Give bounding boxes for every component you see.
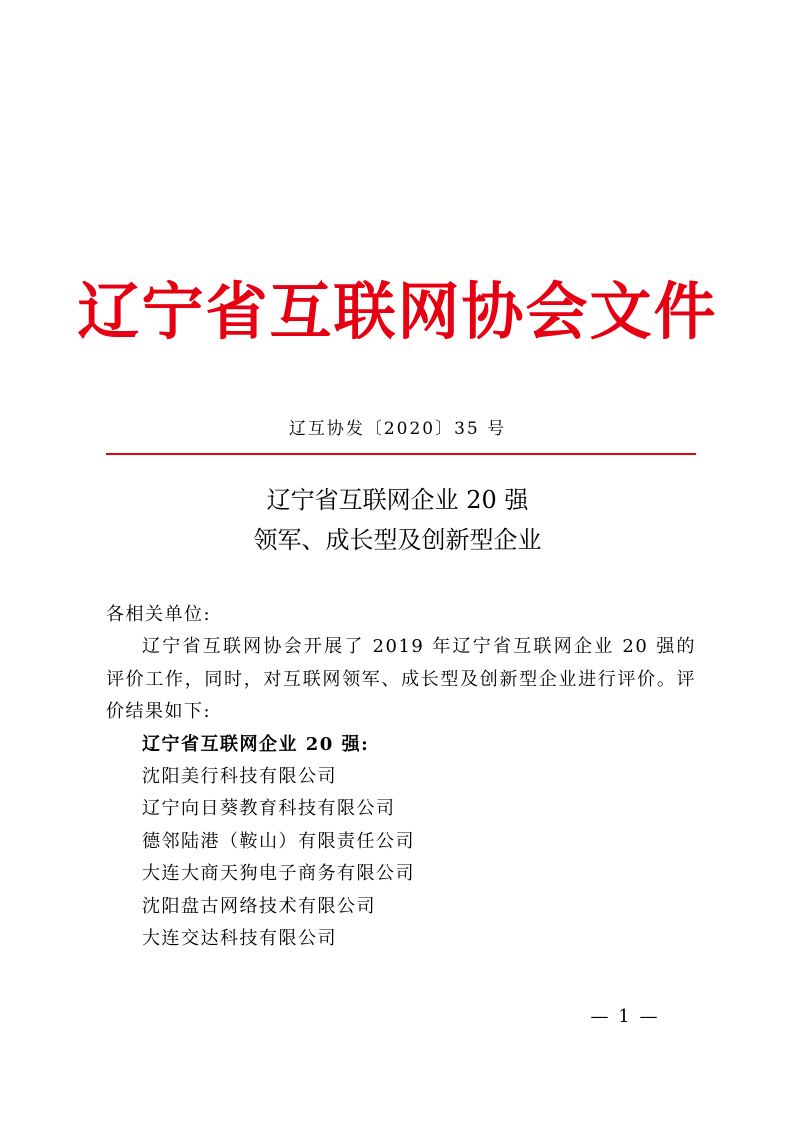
document-title-line-1: 辽宁省互联网企业 20 强 [266,486,529,514]
document-body [106,599,696,955]
list-item: 沈阳盘古网络技术有限公司 [142,895,376,917]
document-title-line-2: 领军、成长型及创新型企业 [253,526,542,554]
body-paragraph: 辽宁省互联网协会开展了 2019 年辽宁省互联网企业 20 强的评价工作，同时，对互联网领军、成长型及创新型企业进行评价。评价结果如下: [106,636,696,723]
list-item: 大连交达科技有限公司 [142,927,337,949]
document-number: 辽互协发〔2020〕35 号 [288,419,507,439]
salutation: 各相关单位: [106,604,212,625]
list-item: 大连大商天狗电子商务有限公司 [142,863,415,885]
document-title [0,480,795,560]
page-number: — 1 — [590,1006,660,1027]
list-item: 沈阳美行科技有限公司 [142,766,337,788]
company-list [106,761,696,955]
list-item: 德邻陆港（鞍山）有限责任公司 [142,830,415,852]
red-divider-line [106,453,696,455]
list-item: 辽宁向日葵教育科技有限公司 [142,798,396,820]
masthead-title: 辽宁省互联网协会文件 [77,275,718,348]
section-heading: 辽宁省互联网企业 20 强: [142,733,370,755]
